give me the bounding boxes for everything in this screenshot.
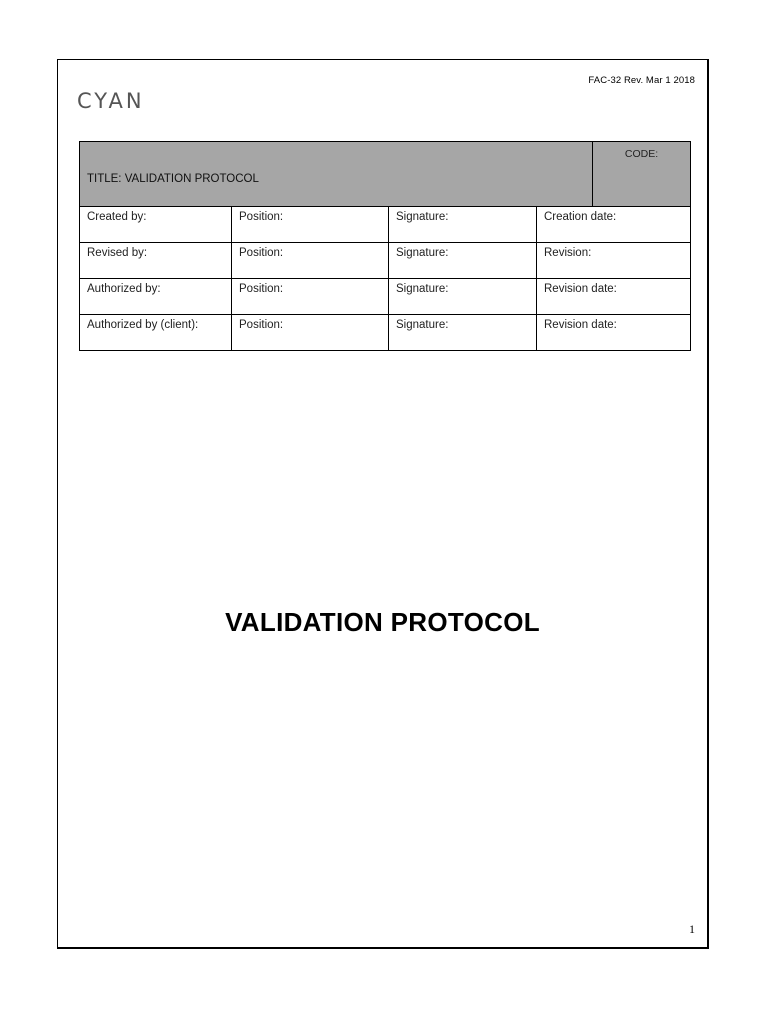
signature-label: Signature: [389, 315, 537, 351]
page-number: 1 [689, 922, 695, 936]
revision-label: Revision: [537, 243, 691, 279]
revision-date-label: Revision date: [537, 315, 691, 351]
table-row [80, 207, 691, 243]
table-row [80, 279, 691, 315]
creation-date-label: Creation date: [537, 207, 691, 243]
title-cell: TITLE: VALIDATION PROTOCOL [80, 142, 593, 207]
position-label: Position: [232, 279, 389, 315]
form-reference: FAC-32 Rev. Mar 1 2018 [588, 75, 695, 86]
table-row [80, 315, 691, 351]
document-header-table [79, 141, 691, 351]
title-row [80, 142, 691, 207]
revision-date-label: Revision date: [537, 279, 691, 315]
signature-label: Signature: [389, 279, 537, 315]
position-label: Position: [232, 315, 389, 351]
created-by-label: Created by: [80, 207, 232, 243]
position-label: Position: [232, 207, 389, 243]
code-cell: CODE: [593, 142, 691, 207]
table-row [80, 243, 691, 279]
revised-by-label: Revised by: [80, 243, 232, 279]
authorized-by-client-label: Authorized by (client): [80, 315, 232, 351]
document-title: VALIDATION PROTOCOL [225, 607, 540, 637]
authorized-by-label: Authorized by: [80, 279, 232, 315]
company-logo: CYAN [77, 89, 145, 113]
document-page [57, 59, 709, 949]
signature-label: Signature: [389, 243, 537, 279]
signature-label: Signature: [389, 207, 537, 243]
position-label: Position: [232, 243, 389, 279]
